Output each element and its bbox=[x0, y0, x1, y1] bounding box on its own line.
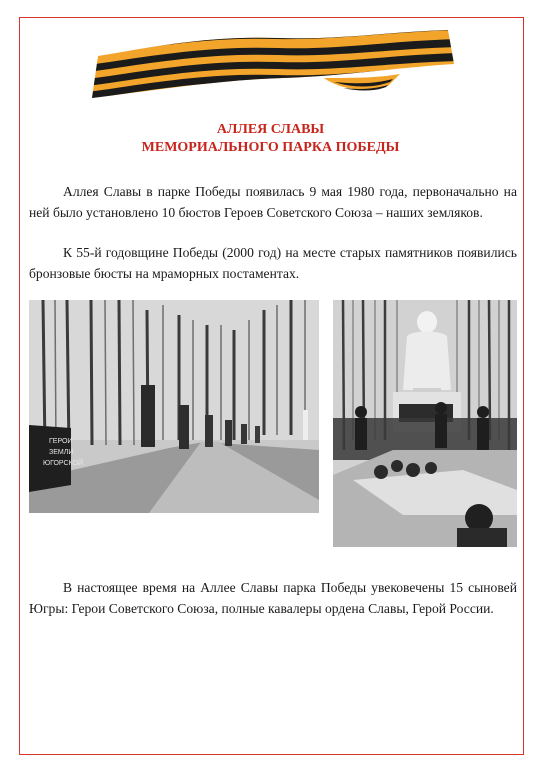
st-george-ribbon-icon bbox=[88, 28, 460, 98]
monument-photo bbox=[333, 300, 517, 547]
paragraph-present: В настоящее время на Аллее Славы парка Победы увековечены 15 сыновей Югры: Герои Советского Союза, полные кавалеры ордена Славы, Герой России. bbox=[29, 580, 517, 616]
sign-line-2: ЗЕМЛИ bbox=[49, 449, 74, 456]
title-line-2: МЕМОРИАЛЬНОГО ПАРКА ПОБЕДЫ bbox=[141, 140, 400, 155]
sign-line-3: ЮГОРСКОЙ bbox=[43, 460, 84, 467]
paragraph-history: Аллея Славы в парке Победы появилась 9 мая 1980 года, первоначально на ней было установлено 10 бюстов Героев Советского Союза – наших земляков. bbox=[29, 184, 517, 220]
sign-line-1: ГЕРОИ bbox=[49, 438, 73, 445]
alley-photo bbox=[29, 300, 319, 513]
paragraph-anniversary: К 55-й годовщине Победы (2000 год) на месте старых памятников появились бронзовые бюсты на мраморных постаментах. bbox=[29, 245, 517, 281]
title-line-1: АЛЛЕЯ СЛАВЫ bbox=[216, 122, 325, 137]
page-title bbox=[0, 121, 541, 157]
